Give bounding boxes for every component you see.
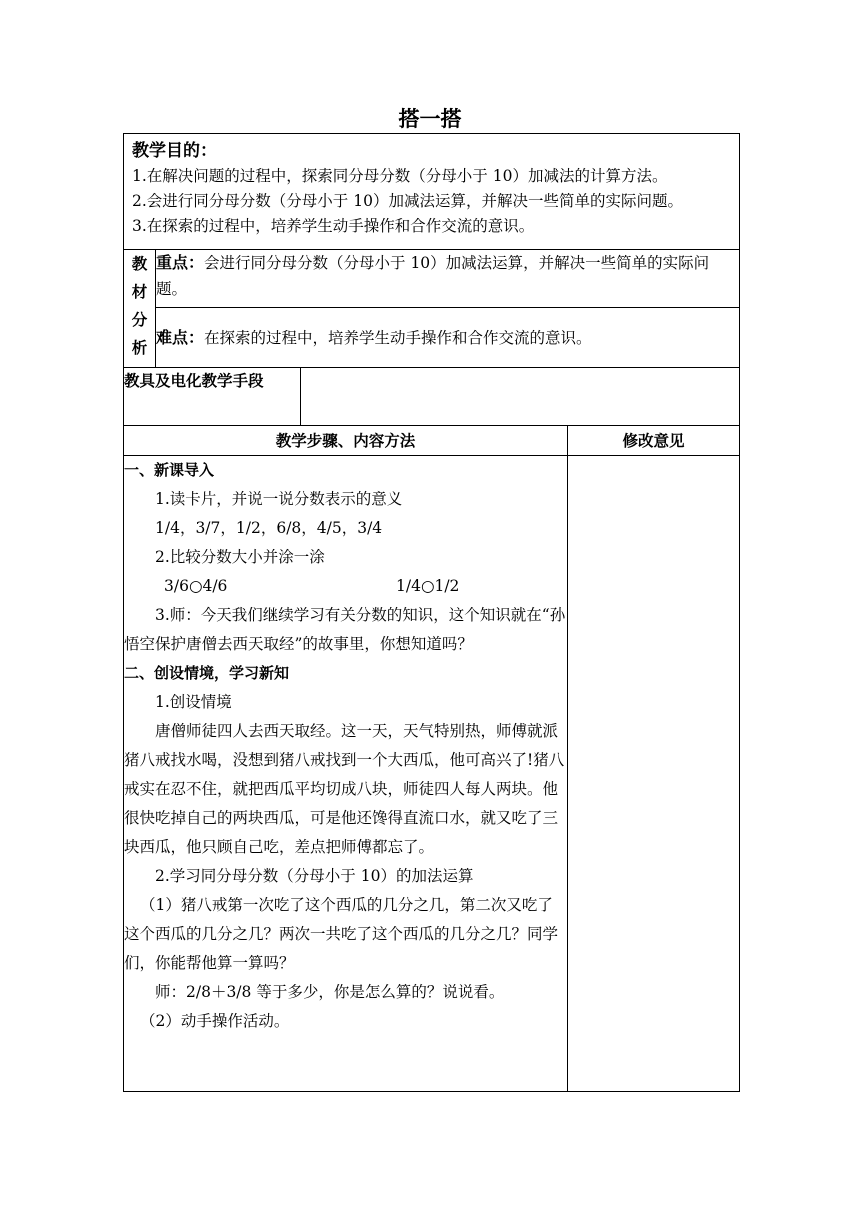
tools-value — [301, 368, 740, 426]
difficult-point-row — [124, 308, 740, 368]
key-point-row — [124, 250, 740, 308]
analysis-label-char: 教 — [131, 255, 148, 273]
teacher-paragraph: 师：2/8＋3/8 等于多少，你是怎么算的？说说看。 — [155, 983, 505, 1001]
difficult-point-label: 难点： — [156, 327, 205, 347]
step-paragraph: 1.读卡片，并说一说分数表示的意义 — [155, 490, 403, 508]
difficult-point-cell — [156, 308, 740, 368]
steps-column-header: 教学步骤、内容方法 — [124, 426, 568, 456]
story-paragraph: 唐僧师徒四人去西天取经。这一天，天气特别热，师傅就派猪八戒找水喝，没想到猪八戒找到一个大西瓜，他可高兴了!猪八戒实在忍不住，就把西瓜平均切成八块，师徒四人每人两块。他很快吃掉自己的两块西瓜，可是他还馋得直流口水，就又吃了三块西瓜，他只顾自己吃，差点把师傅都忘了。 — [124, 722, 565, 856]
comparison-a: 3/6○4/6 — [164, 577, 228, 595]
difficult-point-text: 在探索的过程中，培养学生动手操作和合作交流的意识。 — [204, 328, 592, 347]
objectives-cell — [124, 134, 740, 250]
objectives-row — [124, 134, 740, 250]
comparison-row — [124, 572, 567, 601]
analysis-label-char: 材 — [131, 283, 148, 301]
tools-label: 教具及电化教学手段 — [124, 368, 301, 426]
analysis-label-char: 分 — [131, 311, 148, 329]
lesson-plan-table — [123, 133, 740, 1092]
notes-content — [568, 456, 740, 1092]
analysis-label — [124, 250, 156, 368]
steps-row — [124, 456, 740, 1092]
step-paragraph: 2.学习同分母分数（分母小于 10）的加法运算 — [155, 867, 474, 885]
step-paragraph: 2.比较分数大小并涂一涂 — [155, 548, 325, 566]
analysis-label-char: 析 — [131, 339, 148, 357]
objective-item: 1.在解决问题的过程中，探索同分母分数（分母小于 10）加减法的计算方法。 — [132, 167, 668, 185]
step-paragraph: 1.创设情境 — [155, 693, 232, 711]
tools-row — [124, 368, 740, 426]
notes-column-header: 修改意见 — [568, 426, 740, 456]
steps-content — [124, 456, 568, 1092]
activity-paragraph: （2）动手操作活动。 — [140, 1012, 290, 1030]
column-header-row — [124, 426, 740, 456]
question-paragraph: （1）猪八戒第一次吃了这个西瓜的几分之几，第二次又吃了这个西瓜的几分之几？两次一共吃了这个西瓜的几分之几？同学们，你能帮他算一算吗？ — [124, 896, 559, 972]
section-heading: 二、创设情境，学习新知 — [124, 664, 290, 682]
objective-item: 2.会进行同分母分数（分母小于 10）加减法运算，并解决一些简单的实际问题。 — [132, 192, 683, 210]
document-title: 搭一搭 — [398, 107, 462, 131]
comparison-b: 1/4○1/2 — [396, 577, 460, 595]
step-paragraph: 3.师：今天我们继续学习有关分数的知识，这个知识就在“孙悟空保护唐僧去西天取经”的故事里，你想知道吗？ — [124, 606, 566, 653]
key-point-cell — [156, 250, 740, 308]
key-point-text: 会进行同分母分数（分母小于 10）加减法运算，并解决一些简单的实际问题。 — [156, 254, 710, 298]
key-point-label: 重点： — [156, 253, 205, 272]
fraction-list: 1/4，3/7，1/2，6/8，4/5，3/4 — [155, 519, 383, 537]
objective-item: 3.在探索的过程中，培养学生动手操作和合作交流的意识。 — [132, 217, 535, 235]
section-heading: 一、新课导入 — [124, 461, 215, 479]
objectives-heading: 教学目的： — [132, 141, 217, 161]
